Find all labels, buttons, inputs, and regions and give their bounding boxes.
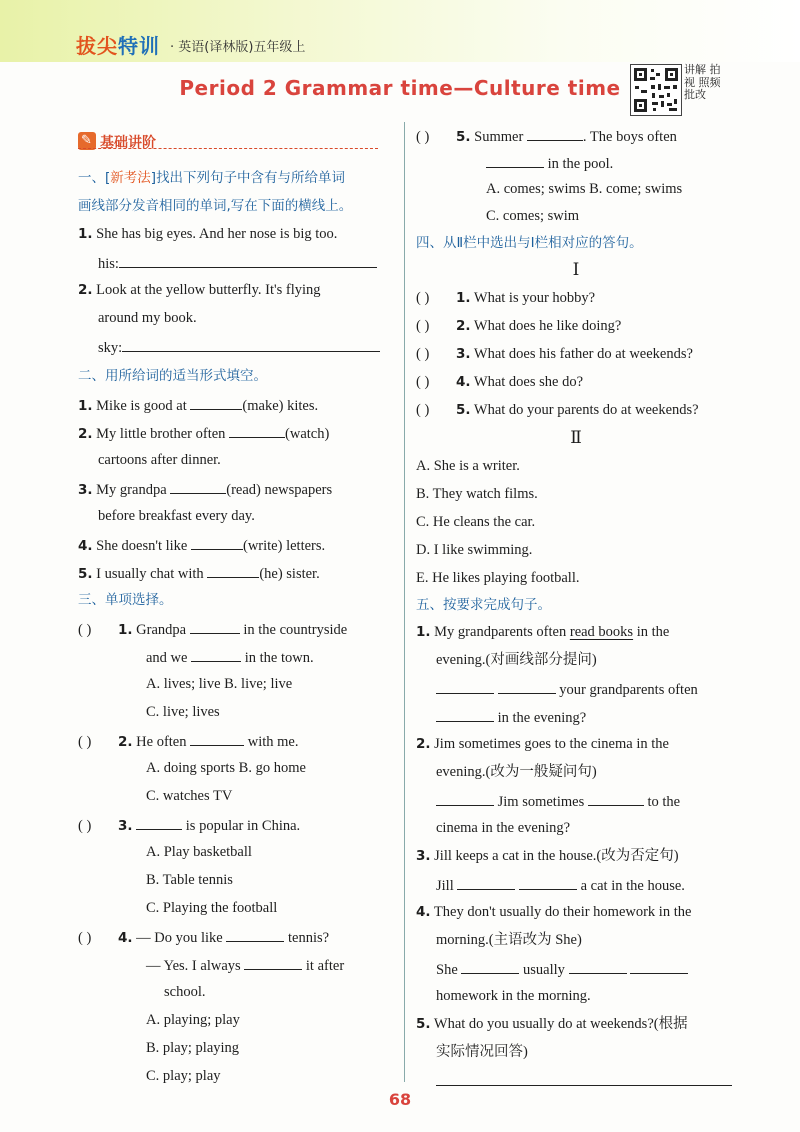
column-ii-label: Ⅱ [570,428,582,447]
s5-q2-answer-cont: cinema in the evening? [436,820,571,836]
s2-q2-cont: cartoons after dinner. [98,452,221,468]
answer-blank[interactable] [244,955,302,970]
answer-blank[interactable] [630,959,688,974]
answer-blank[interactable] [190,731,244,746]
s3-q4: ( ) 4. — Do you like tennis? [78,927,329,947]
s3-q5-options: A. comes; swims B. come; swims [486,181,683,197]
s1-q1-answer: his: [78,253,377,273]
answer-blank[interactable] [190,395,242,410]
answer-blank[interactable] [486,153,544,168]
answer-blank[interactable] [519,875,577,890]
s4-answer-a: A. She is a writer. [416,458,520,474]
s2-q5: 5. I usually chat with (he) sister. [78,563,320,583]
answer-blank[interactable] [436,679,494,694]
answer-blank[interactable] [457,875,515,890]
answer-blank[interactable] [122,337,380,352]
answer-blank[interactable] [226,927,284,942]
s2-q1: 1. Mike is good at (make) kites. [78,395,318,415]
answer-blank[interactable] [436,1071,732,1086]
s3-q2-options-c: C. watches TV [146,788,233,804]
answer-blank[interactable] [119,253,377,268]
answer-blank[interactable] [191,535,243,550]
s3-q4-option-a: A. playing; play [146,1012,240,1028]
s3-q5: ( ) 5. Summer . The boys often [416,126,677,146]
s5-q4-answer-cont: homework in the morning. [436,988,591,1004]
s3-q1-options-c: C. live; lives [146,704,220,720]
section-4-heading: 四、从Ⅱ栏中选出与Ⅰ栏相对应的答句。 [416,235,643,251]
answer-blank[interactable] [190,619,240,634]
s2-q3: 3. My grandpa (read) newspapers [78,479,332,499]
s4-q3: ( ) 3. What does his father do at weekends? [416,346,693,362]
s5-q4-cont: morning.(主语改为 She) [436,932,582,948]
s3-q5-cont: in the pool. [416,153,613,173]
s5-q2: 2. Jim sometimes goes to the cinema in the [416,736,669,752]
answer-blank[interactable] [191,647,241,662]
page-number: 68 [388,1090,412,1109]
s3-q3-option-c: C. Playing the football [146,900,278,916]
s3-q3-option-a: A. Play basketball [146,844,252,860]
s5-q5-cont: 实际情况回答) [436,1044,528,1060]
s4-q2: ( ) 2. What does he like doing? [416,318,622,334]
brand-logo: 拔尖特训 [76,34,160,58]
s5-q5: 5. What do you usually do at weekends?(根据 [416,1016,688,1032]
answer-blank[interactable] [588,791,644,806]
s1-q1: 1. She has big eyes. And her nose is big too. [78,226,338,242]
basic-section-label: ✎基础讲阶 [78,132,156,152]
s5-q1-answer-cont: in the evening? [416,707,586,727]
answer-blank[interactable] [170,479,226,494]
s5-q2-answer: Jim sometimes to the [416,791,680,811]
column-i-label: Ⅰ [572,260,580,279]
s3-q4-cont: — Yes. I always it after [78,955,344,975]
s5-q2-cont: evening.(改为一般疑问句) [436,764,597,780]
s5-q1-answer: your grandparents often [416,679,698,699]
answer-blank[interactable] [527,126,583,141]
page-title: Period 2 Grammar time—Culture time [179,76,621,100]
answer-blank[interactable] [569,959,627,974]
s4-q4: ( ) 4. What does she do? [416,374,584,390]
section-2-heading: 二、用所给词的适当形式填空。 [78,368,267,384]
s3-q2: ( ) 2. He often with me. [78,731,298,751]
qr-code-icon[interactable] [630,64,682,116]
answer-blank[interactable] [229,423,285,438]
s2-q2: 2. My little brother often (watch) [78,423,329,443]
s2-q4: 4. She doesn't like (write) letters. [78,535,325,555]
book-subtitle: · 英语(译林版)五年级上 [170,40,306,55]
answer-blank[interactable] [436,707,494,722]
section-3-heading: 三、单项选择。 [78,592,173,608]
s3-q1-cont: and we in the town. [78,647,314,667]
s3-q2-options: A. doing sports B. go home [146,760,306,776]
s5-q3: 3. Jill keeps a cat in the house.(改为否定句) [416,848,679,864]
s2-q3-cont: before breakfast every day. [98,508,255,524]
s4-q1: ( ) 1. What is your hobby? [416,290,596,306]
section-1-heading: 一、[新考法]找出下列句子中含有与所给单词 [78,170,346,186]
s3-q5-options-c: C. comes; swim [486,208,580,224]
s1-q2-cont: around my book. [98,310,197,326]
section-underline [78,148,378,149]
answer-blank[interactable] [136,815,182,830]
s5-q1: 1. My grandparents often read books in the [416,624,670,640]
s5-q1-cont: evening.(对画线部分提问) [436,652,597,668]
s3-q3-option-b: B. Table tennis [146,872,233,888]
underlined-phrase: read books [569,624,634,640]
s4-answer-d: D. I like swimming. [416,542,533,558]
s1-q2-answer: sky: [78,337,380,357]
s3-q3: ( ) 3. is popular in China. [78,815,300,835]
s5-q3-answer: Jill a cat in the house. [416,875,685,895]
s3-q1-options: A. lives; live B. live; live [146,676,293,692]
s3-q4-cont2: school. [164,984,206,1000]
s4-answer-c: C. He cleans the car. [416,514,536,530]
s3-q4-option-c: C. play; play [146,1068,221,1084]
s4-answer-e: E. He likes playing football. [416,570,580,586]
answer-blank[interactable] [436,791,494,806]
s5-q5-answer [416,1071,732,1091]
qr-caption: 讲解 拍视 照频 批改 [684,63,721,101]
answer-blank[interactable] [461,959,519,974]
s3-q1: ( ) 1. Grandpa in the countryside [78,619,347,639]
s3-q4-option-b: B. play; playing [146,1040,240,1056]
s5-q4: 4. They don't usually do their homework in the [416,904,692,920]
s4-q5: ( ) 5. What do your parents do at weekends? [416,402,699,418]
s4-answer-b: B. They watch films. [416,486,538,502]
section-5-heading: 五、按要求完成句子。 [416,597,551,613]
answer-blank[interactable] [498,679,556,694]
s1-q2: 2. Look at the yellow butterfly. It's flying [78,282,321,298]
answer-blank[interactable] [207,563,259,578]
section-1-heading-cont: 画线部分发音相同的单词,写在下面的横线上。 [78,198,353,214]
column-divider [404,122,405,1082]
s5-q4-answer: She usually [416,959,688,979]
